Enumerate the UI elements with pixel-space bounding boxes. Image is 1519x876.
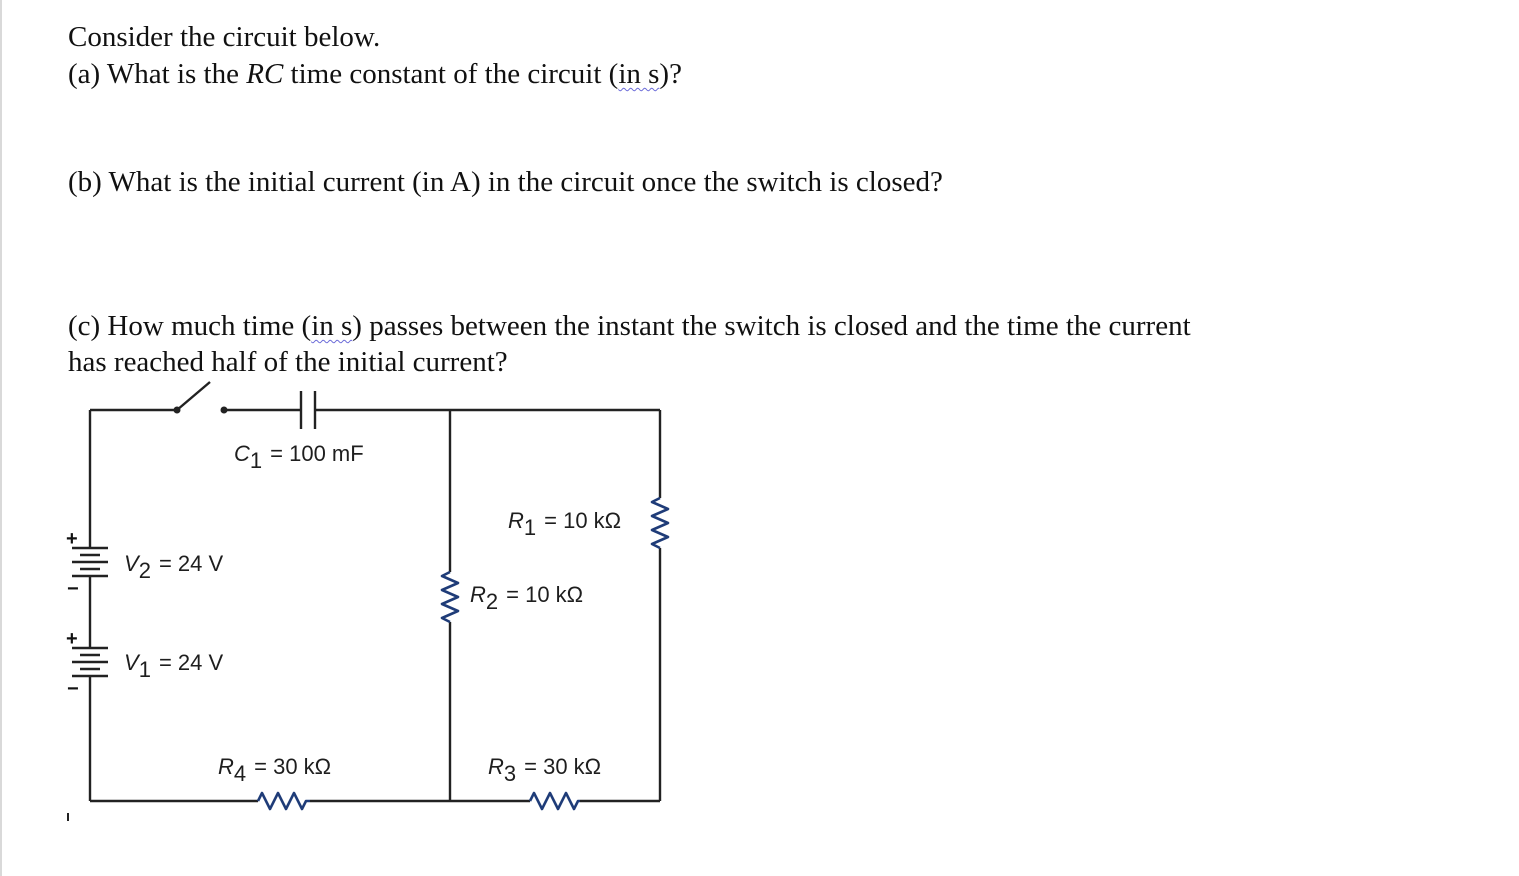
capacitor-icon xyxy=(301,391,315,429)
question-part-a: (a) What is the RC time constant of the circuit (in s)? xyxy=(68,58,682,90)
label-v1: V1 = 24 V xyxy=(124,650,224,682)
label-v2: V2 = 24 V xyxy=(124,551,224,583)
question-part-c-line2: has reached half of the initial current? xyxy=(68,346,508,378)
battery-v1-minus: − xyxy=(67,678,79,700)
label-r2: R2 = 10 kΩ xyxy=(470,582,584,614)
resistor-icon xyxy=(258,793,310,809)
label-r3: R3 = 30 kΩ xyxy=(488,754,602,786)
switch-icon xyxy=(174,382,228,414)
battery-v2-minus: − xyxy=(67,578,79,600)
label-r1: R1 = 10 kΩ xyxy=(508,508,622,540)
question-intro: Consider the circuit below. xyxy=(68,21,381,53)
label-c1: C1 = 100 mF xyxy=(234,441,364,473)
battery-v1-plus: + xyxy=(66,628,78,650)
question-part-c-line1: (c) How much time (in s) passes between the instant the switch is closed and the time the current xyxy=(68,310,1191,342)
battery-v2-plus: + xyxy=(66,528,78,550)
question-part-b: (b) What is the initial current (in A) in the circuit once the switch is closed? xyxy=(68,166,943,198)
spellcheck-underline: in s xyxy=(311,310,353,342)
resistor-icon xyxy=(442,572,458,622)
stray-mark xyxy=(67,813,69,821)
resistor-icon xyxy=(652,498,668,548)
spellcheck-underline: in s xyxy=(618,58,660,90)
resistor-icon xyxy=(530,793,580,809)
battery-icon xyxy=(72,548,108,576)
circuit-diagram xyxy=(0,370,700,830)
battery-icon xyxy=(72,648,108,676)
label-r4: R4 = 30 kΩ xyxy=(218,754,332,786)
